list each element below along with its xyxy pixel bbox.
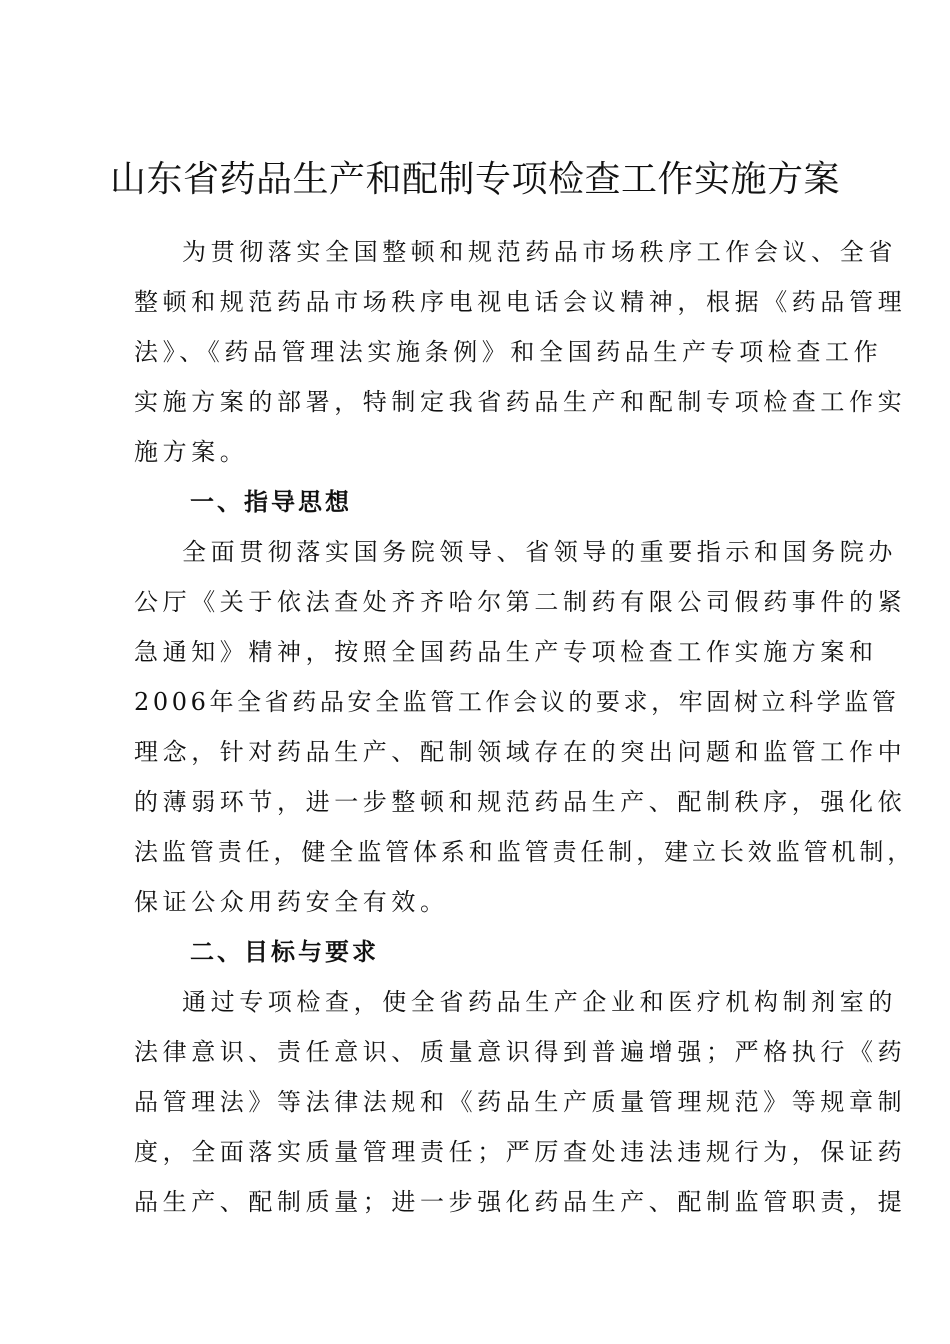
section-heading-guiding-ideology: 一、指导思想	[190, 488, 352, 516]
section2-line: 通过专项检查，使全省药品生产企业和医疗机构制剂室的	[182, 988, 897, 1016]
section1-line: 理念，针对药品生产、配制领域存在的突出问题和监管工作中	[134, 738, 907, 766]
section2-line: 法律意识、责任意识、质量意识得到普遍增强；严格执行《药	[134, 1038, 907, 1066]
intro-line: 整顿和规范药品市场秩序电视电话会议精神，根据《药品管理	[134, 288, 907, 316]
section1-line: 急通知》精神，按照全国药品生产专项检查工作实施方案和	[134, 638, 878, 666]
section2-line: 品生产、配制质量；进一步强化药品生产、配制监管职责，提	[134, 1188, 907, 1216]
intro-line: 法》、《药品管理法实施条例》和全国药品生产专项检查工作	[134, 338, 883, 366]
section1-line: 2006年全省药品安全监管工作会议的要求，牢固树立科学监管	[134, 688, 900, 716]
section1-line: 保证公众用药安全有效。	[134, 888, 449, 916]
section1-line: 全面贯彻落实国务院领导、省领导的重要指示和国务院办	[182, 538, 897, 566]
section1-line: 法监管责任，健全监管体系和监管责任制，建立长效监管机制，	[134, 838, 916, 866]
section1-line: 的薄弱环节，进一步整顿和规范药品生产、配制秩序，强化依	[134, 788, 907, 816]
section2-line: 度，全面落实质量管理责任；严厉查处违法违规行为，保证药	[134, 1138, 907, 1166]
intro-line: 为贯彻落实全国整顿和规范药品市场秩序工作会议、全省	[182, 238, 897, 266]
section-heading-goals-requirements: 二、目标与要求	[190, 938, 379, 966]
document-title: 山东省药品生产和配制专项检查工作实施方案	[109, 159, 840, 200]
section1-line: 公厅《关于依法查处齐齐哈尔第二制药有限公司假药事件的紧	[134, 588, 907, 616]
section2-line: 品管理法》等法律法规和《药品生产质量管理规范》等规章制	[134, 1088, 907, 1116]
intro-line: 施方案。	[134, 438, 249, 466]
intro-line: 实施方案的部署，特制定我省药品生产和配制专项检查工作实	[134, 388, 907, 416]
